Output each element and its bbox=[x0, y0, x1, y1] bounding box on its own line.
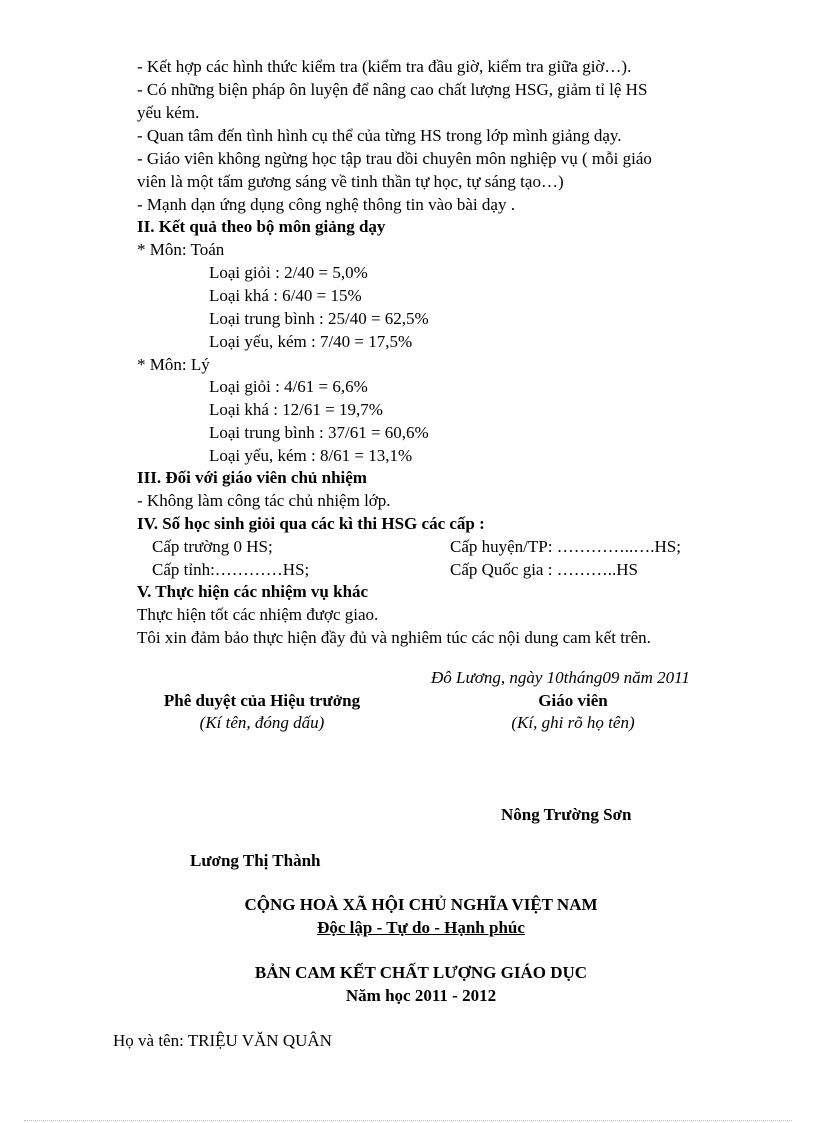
section-heading: IV. Số học sinh giỏi qua các kì thi HSG các cấp : bbox=[137, 514, 485, 533]
motto: Độc lập - Tự do - Hạnh phúc bbox=[317, 918, 525, 937]
result-line: Loại trung bình : 37/61 = 60,6% bbox=[209, 423, 429, 442]
principal-note: (Kí tên, đóng dấu) bbox=[199, 713, 325, 732]
section-line: - Không làm công tác chủ nhiệm lớp. bbox=[137, 491, 391, 510]
result-line: Loại yếu, kém : 7/40 = 17,5% bbox=[209, 332, 413, 351]
measure-line: - Kết hợp các hình thức kiểm tra (kiểm tra đầu giờ, kiểm tra giữa giờ…). bbox=[137, 57, 632, 76]
award-province: Cấp tỉnh:…………HS; bbox=[152, 560, 310, 579]
section-heading: II. Kết quả theo bộ môn giảng dạy bbox=[137, 217, 386, 236]
measure-line: - Quan tâm đến tình hình cụ thể của từng HS trong lớp mình giảng dạy. bbox=[137, 126, 622, 145]
result-line: Loại khá : 12/61 = 19,7% bbox=[209, 400, 383, 419]
measure-line: yếu kém. bbox=[137, 103, 200, 122]
section-line: Tôi xin đảm bảo thực hiện đầy đủ và nghiêm túc các nội dung cam kết trên. bbox=[137, 628, 651, 647]
result-line: Loại giỏi : 2/40 = 5,0% bbox=[209, 263, 368, 282]
result-line: Loại trung bình : 25/40 = 62,5% bbox=[209, 309, 429, 328]
measure-line: - Có những biện pháp ôn luyện để nâng cao chất lượng HSG, giảm tỉ lệ HS bbox=[137, 80, 648, 99]
section-heading: V. Thực hiện các nhiệm vụ khác bbox=[137, 582, 369, 601]
subject-title: * Môn: Lý bbox=[137, 355, 210, 374]
measure-line: - Giáo viên không ngừng học tập trau dồi chuyên môn nghiệp vụ ( mỗi giáo bbox=[137, 149, 652, 168]
national-title: CỘNG HOÀ XÃ HỘI CHỦ NGHĨA VIỆT NAM bbox=[244, 895, 598, 914]
school-year: Năm học 2011 - 2012 bbox=[345, 986, 497, 1005]
result-line: Loại yếu, kém : 8/61 = 13,1% bbox=[209, 446, 413, 465]
teacher-name: Nông Trường Sơn bbox=[501, 805, 632, 824]
motto-wrap bbox=[216, 917, 626, 939]
result-line: Loại khá : 6/40 = 15% bbox=[209, 286, 362, 305]
principal-name: Lương Thị Thành bbox=[190, 851, 321, 870]
section-heading: III. Đối với giáo viên chủ nhiệm bbox=[137, 468, 367, 487]
measure-line: - Mạnh dạn ứng dụng công nghệ thông tin vào bài dạy . bbox=[137, 195, 515, 214]
subject-title: * Môn: Toán bbox=[137, 240, 225, 259]
award-district: Cấp huyện/TP: …………..….HS; bbox=[450, 537, 681, 556]
principal-title: Phê duyệt của Hiệu trưởng bbox=[163, 691, 361, 710]
teacher-note: (Kí, ghi rõ họ tên) bbox=[511, 713, 635, 732]
measure-line: viên là một tấm gương sáng về tinh thần tự học, tự sáng tạo…) bbox=[137, 172, 564, 191]
signature-date: Đô Lương, ngày 10tháng09 năm 2011 bbox=[431, 668, 690, 687]
page-bottom-rule bbox=[24, 1120, 792, 1121]
teacher-title: Giáo viên bbox=[538, 691, 608, 710]
section-line: Thực hiện tốt các nhiệm được giao. bbox=[137, 605, 379, 624]
name-line: Họ và tên: TRIỆU VĂN QUÂN bbox=[113, 1031, 332, 1050]
award-school: Cấp trường 0 HS; bbox=[152, 537, 273, 556]
document-title: BẢN CAM KẾT CHẤT LƯỢNG GIÁO DỤC bbox=[254, 963, 588, 982]
award-national: Cấp Quốc gia : ………..HS bbox=[450, 560, 638, 579]
result-line: Loại giỏi : 4/61 = 6,6% bbox=[209, 377, 368, 396]
